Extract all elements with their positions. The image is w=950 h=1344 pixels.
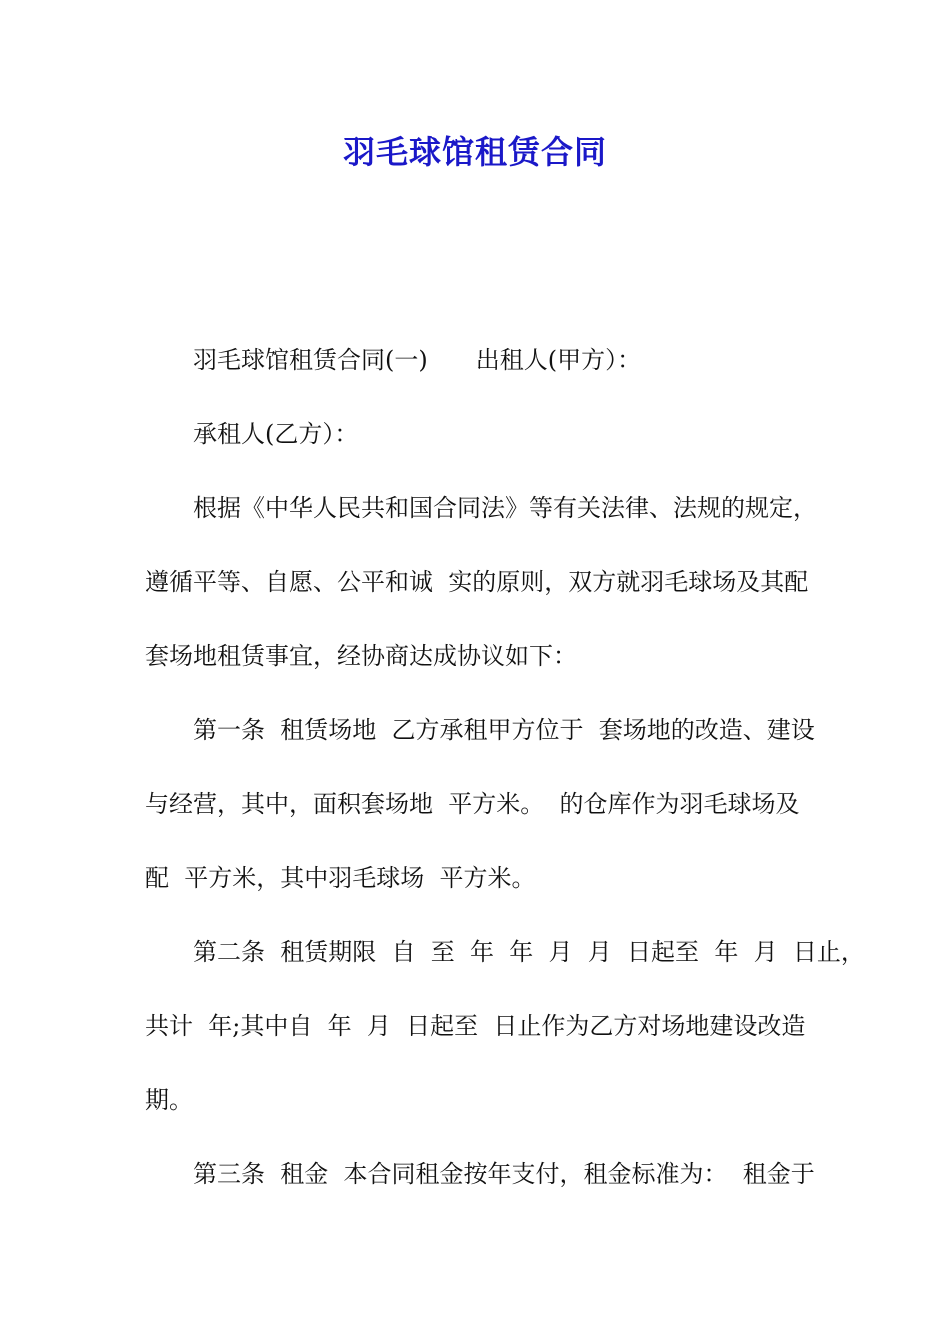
paragraph-line: 与经营，其中，面积套场地 平方米。 的仓库作为羽毛球场及: [145, 790, 800, 818]
paragraph-line: 第二条 租赁期限 自 至 年 年 月 月 日起至 年 月 日止，: [193, 938, 865, 966]
paragraph-line: 配 平方米，其中羽毛球场 平方米。: [145, 864, 536, 892]
paragraph-line: 第三条 租金 本合同租金按年支付，租金标准为： 租金于: [193, 1160, 815, 1188]
paragraph-line: 共计 年;其中自 年 月 日起至 日止作为乙方对场地建设改造: [145, 1012, 806, 1040]
paragraph-line: 期。: [145, 1086, 193, 1114]
paragraph-line: 根据《中华人民共和国合同法》等有关法律、法规的规定，: [193, 494, 817, 522]
paragraph-line: 承租人(乙方）：: [193, 420, 359, 448]
paragraph-line: 第一条 租赁场地 乙方承租甲方位于 套场地的改造、建设: [193, 716, 815, 744]
paragraph-line: 遵循平等、自愿、公平和诚 实的原则，双方就羽毛球场及其配: [145, 568, 809, 596]
paragraph-line: 套场地租赁事宜，经协商达成协议如下：: [145, 642, 577, 670]
document-body: [145, 323, 865, 1211]
paragraph-line: 羽毛球馆租赁合同(一) 出租人(甲方）：: [193, 346, 642, 374]
document-title: 羽毛球馆租赁合同: [342, 133, 607, 171]
